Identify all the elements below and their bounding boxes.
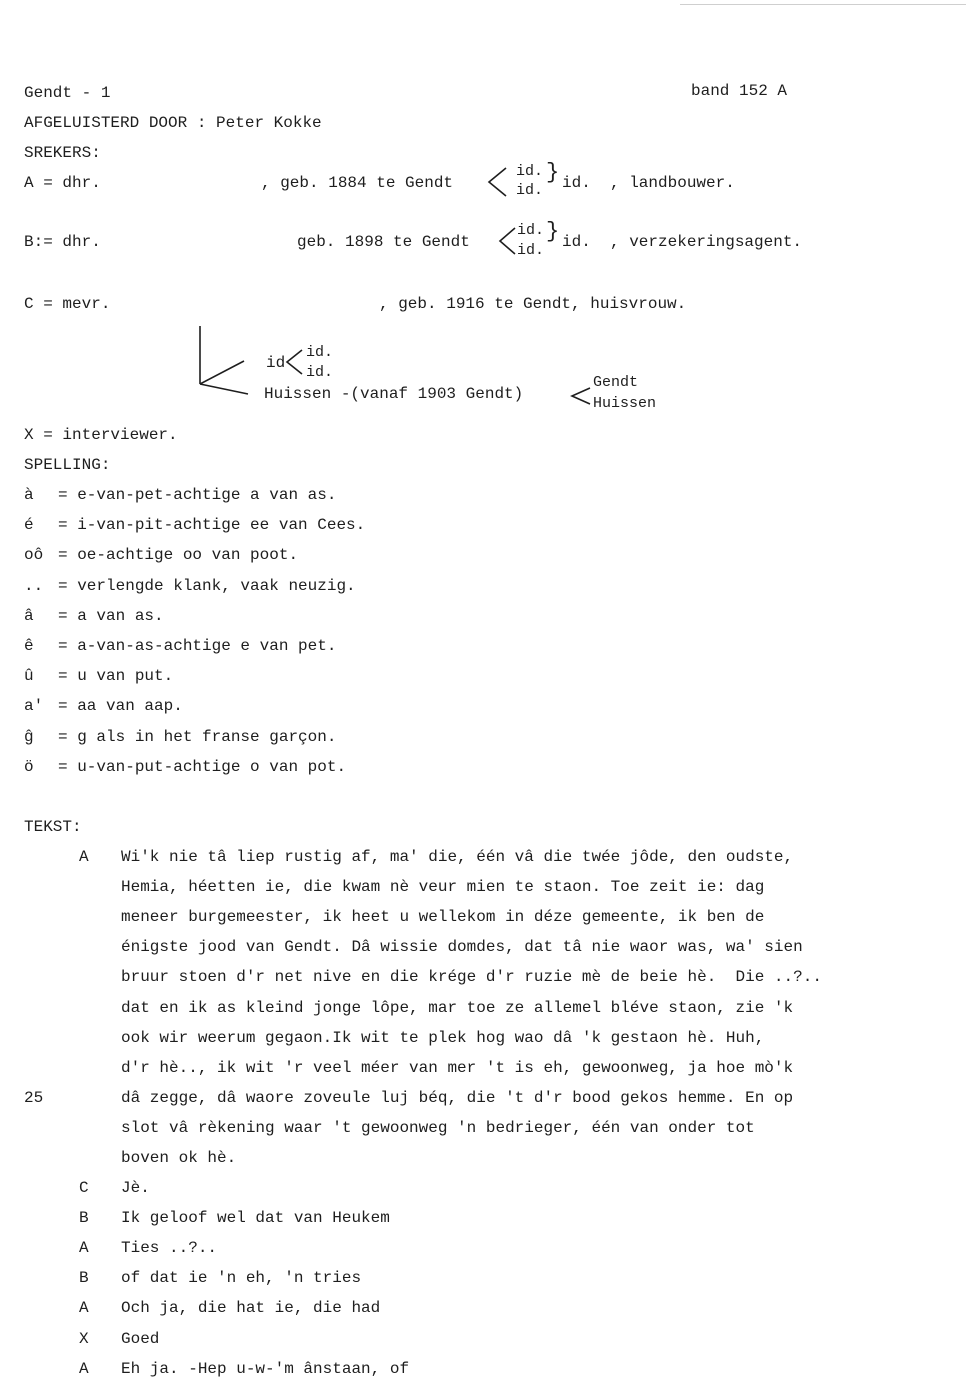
spelling-description: = a van as. — [58, 607, 164, 625]
transcript-line: dâ zegge, dâ waore zoveule luj béq, die 't d'r bood gekos hemme. En op — [121, 1089, 794, 1107]
speaker-b-label: B:= dhr. — [24, 233, 101, 251]
transcript-line: énigste jood van Gendt. Dâ wissie domdes, dat tâ nie waor was, wa' sien — [121, 938, 803, 956]
spelling-symbol: a' — [24, 697, 44, 715]
speaker-marker: A — [79, 1360, 89, 1378]
speaker-c-father-bottom: id. — [306, 364, 334, 381]
transcript-line: Ties ..?.. — [121, 1239, 218, 1257]
speaker-c-father: id — [266, 354, 286, 372]
speaker-marker: C — [79, 1179, 89, 1197]
transcript-line: slot vâ rèkening waar 't gewoonweg 'n bedrieger, één van onder tot — [121, 1119, 755, 1137]
speaker-b-birth: geb. 1898 te Gendt — [297, 233, 470, 251]
transcript-line: ook wir weerum gegaon.Ik wit te plek hog wao dâ 'k gestaon hè. Huh, — [121, 1029, 765, 1047]
speaker-a-parent-bottom: id. — [516, 182, 544, 199]
transcript-line: Hemia, héetten ie, die kwam nè veur mien te staon. Toe zeit ie: dag — [121, 878, 765, 896]
spelling-description: = a-van-as-achtige e van pet. — [58, 637, 337, 655]
speaker-marker: B — [79, 1269, 89, 1287]
transcript-line: bruur stoen d'r net nive en die krége d'r ruzie mè de beie hè. Die ..?.. — [121, 968, 822, 986]
transcript-line: Och ja, die hat ie, die had — [121, 1299, 381, 1317]
text-heading: TEKST: — [24, 818, 82, 836]
speaker-marker: X — [79, 1330, 89, 1348]
speaker-c-label: C = mevr. — [24, 295, 111, 313]
tape-reference: band 152 A — [691, 82, 788, 100]
speaker-b-parent-top: id. — [517, 222, 545, 239]
speaker-marker: B — [79, 1209, 89, 1227]
spelling-symbol: ĝ — [24, 728, 34, 746]
speaker-c-mother-top: Gendt — [593, 374, 639, 391]
spelling-description: = aa van aap. — [58, 697, 183, 715]
line-number: 25 — [24, 1089, 44, 1107]
speaker-a-label: A = dhr. — [24, 174, 101, 192]
speaker-a-birth: , geb. 1884 te Gendt — [261, 174, 454, 192]
transcript-line: d'r hè.., ik wit 'r veel méer van mer 't is eh, gewoonweg, ja hoe mò'k — [121, 1059, 794, 1077]
spelling-description: = e-van-pet-achtige a van as. — [58, 486, 337, 504]
speaker-c-mother-bottom: Huissen — [593, 395, 657, 412]
speaker-b-parent-bottom: id. — [517, 242, 545, 259]
speaker-c-father-bracket — [284, 348, 306, 376]
transcript-line: Jè. — [121, 1179, 150, 1197]
speaker-a-parent-top: id. — [516, 163, 544, 180]
speaker-c-parent-arrows — [196, 326, 256, 400]
spelling-description: = verlengde klank, vaak neuzig. — [58, 577, 356, 595]
speaker-c-birth: , geb. 1916 te Gendt, huisvrouw. — [379, 295, 687, 313]
speaker-c-mother: Huissen -(vanaf 1903 Gendt) — [264, 385, 524, 403]
top-rule — [680, 4, 966, 5]
spelling-symbol: .. — [24, 577, 44, 595]
speaker-a-left-bracket — [486, 166, 510, 198]
spelling-symbol: ê — [24, 637, 34, 655]
speaker-marker: A — [79, 1299, 89, 1317]
speaker-b-origin: id. — [562, 233, 591, 251]
spelling-symbol: é — [24, 516, 34, 534]
transcript-line: dat en ik as kleind jonge lôpe, mar toe ze allemel bléve staon, zie 'k — [121, 999, 794, 1017]
spelling-description: = i-van-pit-achtige ee van Cees. — [58, 516, 366, 534]
speaker-b-left-bracket — [497, 226, 519, 256]
spelling-symbol: â — [24, 607, 34, 625]
interviewer-label: X = interviewer. — [24, 426, 178, 444]
speaker-a-occupation: , landbouwer. — [610, 174, 735, 192]
spelling-symbol: à — [24, 486, 34, 504]
speaker-b-occupation: , verzekeringsagent. — [610, 233, 803, 251]
spelling-description: = u-van-put-achtige o van pot. — [58, 758, 347, 776]
speaker-marker: A — [79, 1239, 89, 1257]
speaker-c-mother-bracket — [568, 386, 594, 406]
speaker-b-brace: } — [546, 219, 560, 244]
transcript-line: meneer burgemeester, ik heet u wellekom in déze gemeente, ik ben de — [121, 908, 765, 926]
transcript-line: of dat ie 'n eh, 'n tries — [121, 1269, 362, 1287]
speakers-heading: SREKERS: — [24, 144, 101, 162]
document-title: Gendt - 1 — [24, 84, 111, 102]
spelling-description: = g als in het franse garçon. — [58, 728, 337, 746]
speaker-a-origin: id. — [562, 174, 591, 192]
spelling-heading: SPELLING: — [24, 456, 111, 474]
speaker-marker: A — [79, 848, 89, 866]
spelling-symbol: oô — [24, 546, 44, 564]
spelling-symbol: ö — [24, 758, 34, 776]
spelling-description: = u van put. — [58, 667, 174, 685]
transcript-line: Ik geloof wel dat van Heukem — [121, 1209, 390, 1227]
transcript-line: boven ok hè. — [121, 1149, 237, 1167]
listened-by: AFGELUISTERD DOOR : Peter Kokke — [24, 114, 322, 132]
spelling-symbol: û — [24, 667, 34, 685]
transcript-line: Eh ja. -Hep u-w-'m ânstaan, of — [121, 1360, 410, 1378]
spelling-description: = oe-achtige oo van poot. — [58, 546, 299, 564]
transcript-line: Goed — [121, 1330, 160, 1348]
speaker-a-brace: } — [546, 160, 560, 185]
speaker-c-father-top: id. — [306, 344, 334, 361]
transcript-line: Wi'k nie tâ liep rustig af, ma' die, één vâ die twée jôde, den oudste, — [121, 848, 794, 866]
